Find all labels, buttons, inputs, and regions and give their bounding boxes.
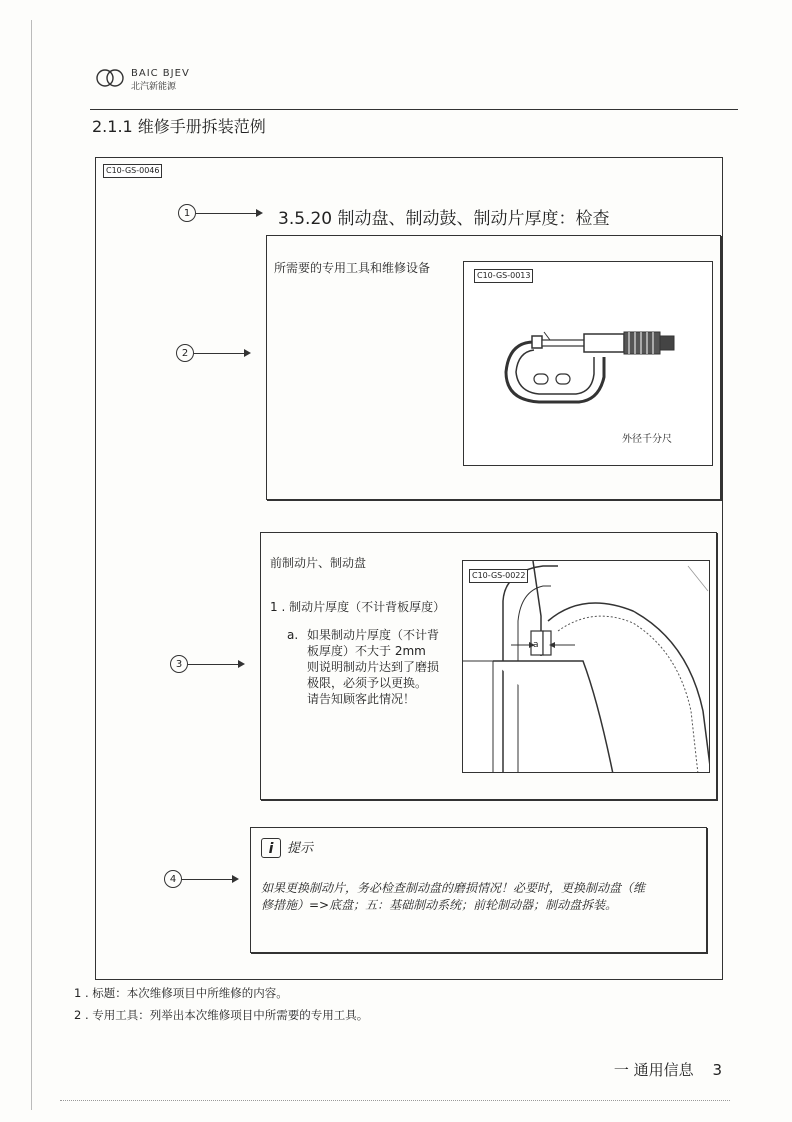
callout-4: 4: [164, 870, 182, 888]
note-box: [250, 827, 707, 953]
arrow-head-icon: [256, 209, 263, 217]
page-footer: [614, 1059, 722, 1080]
logo-text-cn: 北汽新能源: [131, 82, 177, 92]
micrometer-figure: [463, 261, 713, 466]
step-1-text: 制动片厚度（不计背板厚度）: [289, 600, 446, 614]
arrow-3: [188, 664, 240, 665]
info-icon: i: [261, 838, 281, 858]
tools-image-code: C10-GS-0013: [474, 269, 533, 283]
tools-box: [266, 235, 721, 500]
section-title: 2.1.1 维修手册拆装范例: [92, 117, 266, 136]
sub-step-line: 极限，必须予以更换。: [307, 676, 428, 690]
sub-step-text: [307, 627, 439, 707]
footnote-2: 2 . 专用工具：列举出本次维修项目中所需要的专用工具。: [74, 1008, 369, 1022]
logo-emblem-icon: [95, 68, 127, 88]
brake-disc-drawing-icon: [463, 561, 710, 773]
step-1: [270, 599, 445, 615]
note-line: 修措施）=>底盘；五：基础制动系统；前轮制动器；制动盘拆装。: [261, 898, 618, 912]
arrow-4: [182, 879, 234, 880]
sub-step-line: 如果制动片厚度（不计背: [307, 628, 440, 642]
tools-heading: 所需要的专用工具和维修设备: [274, 261, 431, 275]
note-body: [261, 880, 645, 914]
footer-chapter: 一 通用信息: [613, 1061, 694, 1079]
brake-pad-figure: [462, 560, 710, 773]
page-number: 3: [712, 1061, 722, 1079]
arrow-head-icon: [232, 875, 239, 883]
brake-heading: 前制动片、制动盘: [270, 556, 367, 570]
brake-image-code: C10-GS-0022: [469, 569, 528, 583]
footnote-1: 1 . 标题：本次维修项目中所维修的内容。: [74, 986, 288, 1000]
procedure-title: 3.5.20 制动盘、制动鼓、制动片厚度：检查: [278, 209, 610, 229]
micrometer-icon: [494, 322, 684, 412]
sub-step-label: a.: [287, 628, 299, 642]
sub-step-line: 板厚度）不大于 2mm: [307, 644, 426, 658]
sub-step-line: 请告知顾客此情况！: [307, 692, 416, 706]
callout-2: 2: [176, 344, 194, 362]
thickness-label-a: a: [533, 640, 539, 650]
brake-box: [260, 532, 717, 800]
callout-3: 3: [170, 655, 188, 673]
note-title: 提示: [287, 841, 314, 856]
arrow-2: [194, 353, 246, 354]
step-1-number: 1 .: [270, 600, 286, 614]
logo-text-en: BAIC BJEV: [131, 68, 190, 79]
brand-logo: [95, 66, 235, 94]
sub-step-line: 则说明制动片达到了磨损: [307, 660, 440, 674]
arrow-head-icon: [238, 660, 245, 668]
tools-image-caption: 外径千分尺: [622, 434, 672, 445]
note-line: 如果更换制动片，务必检查制动盘的磨损情况！必要时，更换制动盘（维: [261, 881, 646, 895]
page-margin-line: [31, 20, 32, 1110]
callout-1: 1: [178, 204, 196, 222]
bottom-rule: [60, 1100, 730, 1101]
outer-code-tag: C10-GS-0046: [103, 164, 162, 178]
arrow-head-icon: [244, 349, 251, 357]
header-rule: [90, 109, 738, 110]
arrow-1: [196, 213, 258, 214]
